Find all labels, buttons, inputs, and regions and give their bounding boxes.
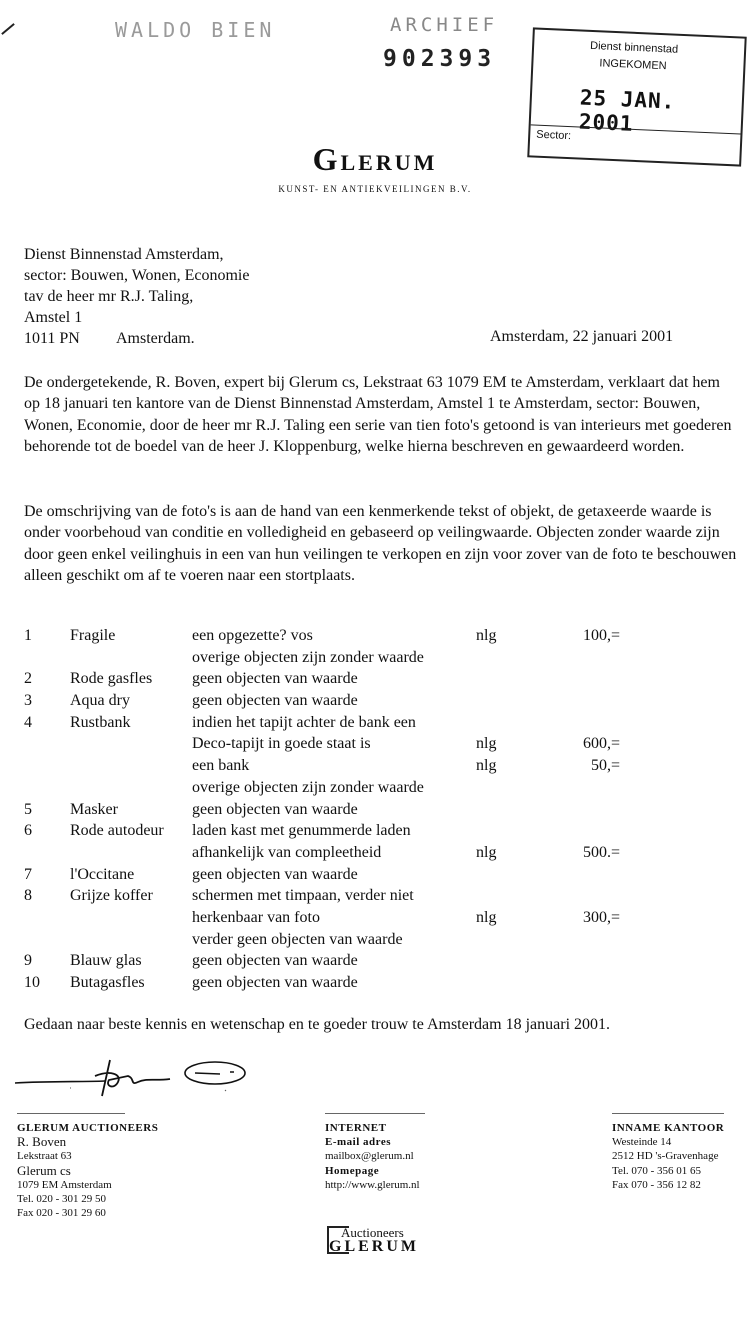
item-description: schermen met timpaan, verder niet (192, 887, 414, 905)
footer-line: Westeinde 14 (612, 1136, 672, 1149)
received-stamp-sector: Sector: (536, 128, 572, 143)
item-description: Deco-tapijt in goede staat is (192, 735, 371, 753)
item-name: l'Occitane (70, 865, 135, 883)
item-value: 100,= (582, 627, 620, 644)
item-currency: nlg (476, 757, 497, 775)
item-currency: nlg (476, 908, 497, 926)
item-description: geen objecten van waarde (192, 974, 358, 991)
footer-auctioneers (17, 1121, 158, 1220)
footer-email-link[interactable]: mailbox@glerum.nl (325, 1150, 414, 1163)
item-value: 500.= (582, 843, 620, 861)
footer-email-label: E-mail adres (325, 1136, 391, 1149)
body-paragraph-1: De ondergetekende, R. Boven, expert bij Glerum cs, Lekstraat 63 1079 EM te Amsterdam, verklaart dat hem op 18 januari ten kantore van de Dienst Binnenstad Amsterdam, Amstel 1 te Amsterdam, sector: Bouwen, Wonen, Economie, door de heer mr R.J. Taling een serie van tien foto's getoond is van interieurs met goederen behorende tot de boedel van de heer J. Kloppenburg, welke hierna beschreven en gewaardeerd worden. (24, 374, 732, 455)
address-line: Dienst Binnenstad Amsterdam, (24, 246, 224, 263)
signature (10, 1048, 260, 1108)
body-paragraph-2: De omschrijving van de foto's is aan de hand van een kenmerkende tekst of objekt, de getaxeerde waarde is onder voorbehoud van conditie en volledigheid en gebaseerd op veilingwaarde. Objecten zonder waarde zijn door geen enkel veilinghuis in een van hun veilingen te verkopen en zijn voor zover van de foto te beschouwen alleen geschikt om af te voeren naar een stortplaats. (24, 503, 737, 584)
footer-rule (325, 1113, 425, 1114)
item-number: 8 (24, 887, 32, 905)
footer-heading: INTERNET (325, 1122, 387, 1134)
item-name: Butagasfles (70, 974, 145, 991)
footer-phone: Tel. 070 - 356 01 65 (612, 1164, 702, 1177)
footer-line: 2512 HD 's-Gravenhage (612, 1150, 719, 1163)
item-number: 3 (24, 692, 32, 710)
brand-logo-bottom: GLERUM (329, 1238, 419, 1255)
item-description: verder geen objecten van waarde (192, 930, 403, 948)
item-description: overige objecten zijn zonder waarde (192, 778, 424, 796)
item-currency: nlg (476, 843, 497, 861)
item-currency: nlg (476, 735, 497, 753)
address-postcode: 1011 PN (24, 330, 80, 347)
signatory-company: Glerum cs (17, 1162, 71, 1178)
item-number: 10 (24, 974, 40, 991)
item-value: 300,= (582, 908, 620, 926)
brand-logo (327, 1226, 439, 1258)
footer-fax: Fax 020 - 301 29 60 (17, 1207, 106, 1220)
footer-heading: INNAME KANTOOR (612, 1122, 725, 1134)
item-description: een bank (192, 757, 250, 775)
closing-statement: Gedaan naar beste kennis en wetenschap en te goeder trouw te Amsterdam 18 januari 2001. (24, 1016, 611, 1033)
footer-homepage-link[interactable]: http://www.glerum.nl (325, 1178, 420, 1191)
letterhead-subtitle: KUNST- EN ANTIEKVEILINGEN B.V. (278, 184, 472, 194)
address-city: Amsterdam. (116, 330, 195, 347)
item-name: Rode autodeur (70, 822, 164, 840)
item-description: herkenbaar van foto (192, 908, 320, 926)
footer-rule (612, 1113, 724, 1114)
footer-intake-office (612, 1121, 724, 1192)
item-number: 4 (24, 713, 32, 731)
letterhead-logo (0, 141, 750, 178)
item-number: 6 (24, 822, 32, 840)
received-stamp-date: 25 JAN. 2001 (578, 85, 676, 136)
item-number: 9 (24, 952, 32, 970)
item-number: 5 (24, 800, 32, 818)
item-name: Masker (70, 800, 118, 818)
corner-mark (1, 23, 15, 35)
footer-fax: Fax 070 - 356 12 82 (612, 1178, 701, 1191)
footer-rule (17, 1113, 125, 1114)
received-stamp-org: Dienst binnenstad (589, 39, 679, 56)
footer-line: Lekstraat 63 (17, 1150, 72, 1163)
item-name: Rode gasfles (70, 670, 153, 688)
brand-logo-top: Auctioneers (341, 1225, 404, 1240)
item-description: indien het tapijt achter de bank een (192, 713, 416, 731)
item-number: 1 (24, 627, 32, 644)
item-description: geen objecten van waarde (192, 670, 358, 688)
item-description: geen objecten van waarde (192, 865, 358, 883)
address-line: tav de heer mr R.J. Taling, (24, 288, 194, 305)
address-line: sector: Bouwen, Wonen, Economie (24, 267, 250, 284)
item-description: geen objecten van waarde (192, 800, 358, 818)
item-description: overige objecten zijn zonder waarde (192, 648, 424, 666)
logo-rest: LERUM (340, 150, 438, 175)
footer-homepage-label: Homepage (325, 1164, 380, 1177)
footer-phone: Tel. 020 - 301 29 50 (17, 1193, 107, 1206)
item-value: 50,= (590, 757, 620, 775)
recipient-address (24, 244, 249, 349)
footer-heading: GLERUM AUCTIONEERS (17, 1122, 159, 1134)
item-description: geen objecten van waarde (192, 952, 358, 970)
name-stamp: WALDO BIEN (115, 18, 276, 42)
received-stamp-status: INGEKOMEN (599, 57, 667, 73)
address-line: Amstel 1 (24, 309, 83, 326)
item-description: een opgezette? vos (192, 627, 313, 644)
item-description: afhankelijk van compleetheid (192, 843, 382, 861)
item-name: Aqua dry (70, 692, 130, 710)
item-name: Fragile (70, 627, 116, 644)
archive-stamp-number: 902393 (383, 46, 497, 72)
item-name: Grijze koffer (70, 887, 153, 905)
item-value: 600,= (582, 735, 620, 753)
letter-date: Amsterdam, 22 januari 2001 (490, 328, 674, 345)
item-description: geen objecten van waarde (192, 692, 358, 710)
item-number: 2 (24, 670, 32, 688)
logo-initial: G (312, 141, 341, 177)
item-name: Rustbank (70, 713, 131, 731)
archive-stamp-label: ARCHIEF (390, 14, 499, 36)
item-number: 7 (24, 865, 32, 883)
footer-internet (325, 1121, 420, 1192)
item-name: Blauw glas (70, 952, 142, 970)
item-description: laden kast met genummerde laden (192, 822, 411, 840)
address-postal (24, 328, 249, 349)
footer-line: 1079 EM Amsterdam (17, 1178, 112, 1191)
item-currency: nlg (476, 627, 497, 644)
signatory-name: R. Boven (17, 1134, 67, 1150)
